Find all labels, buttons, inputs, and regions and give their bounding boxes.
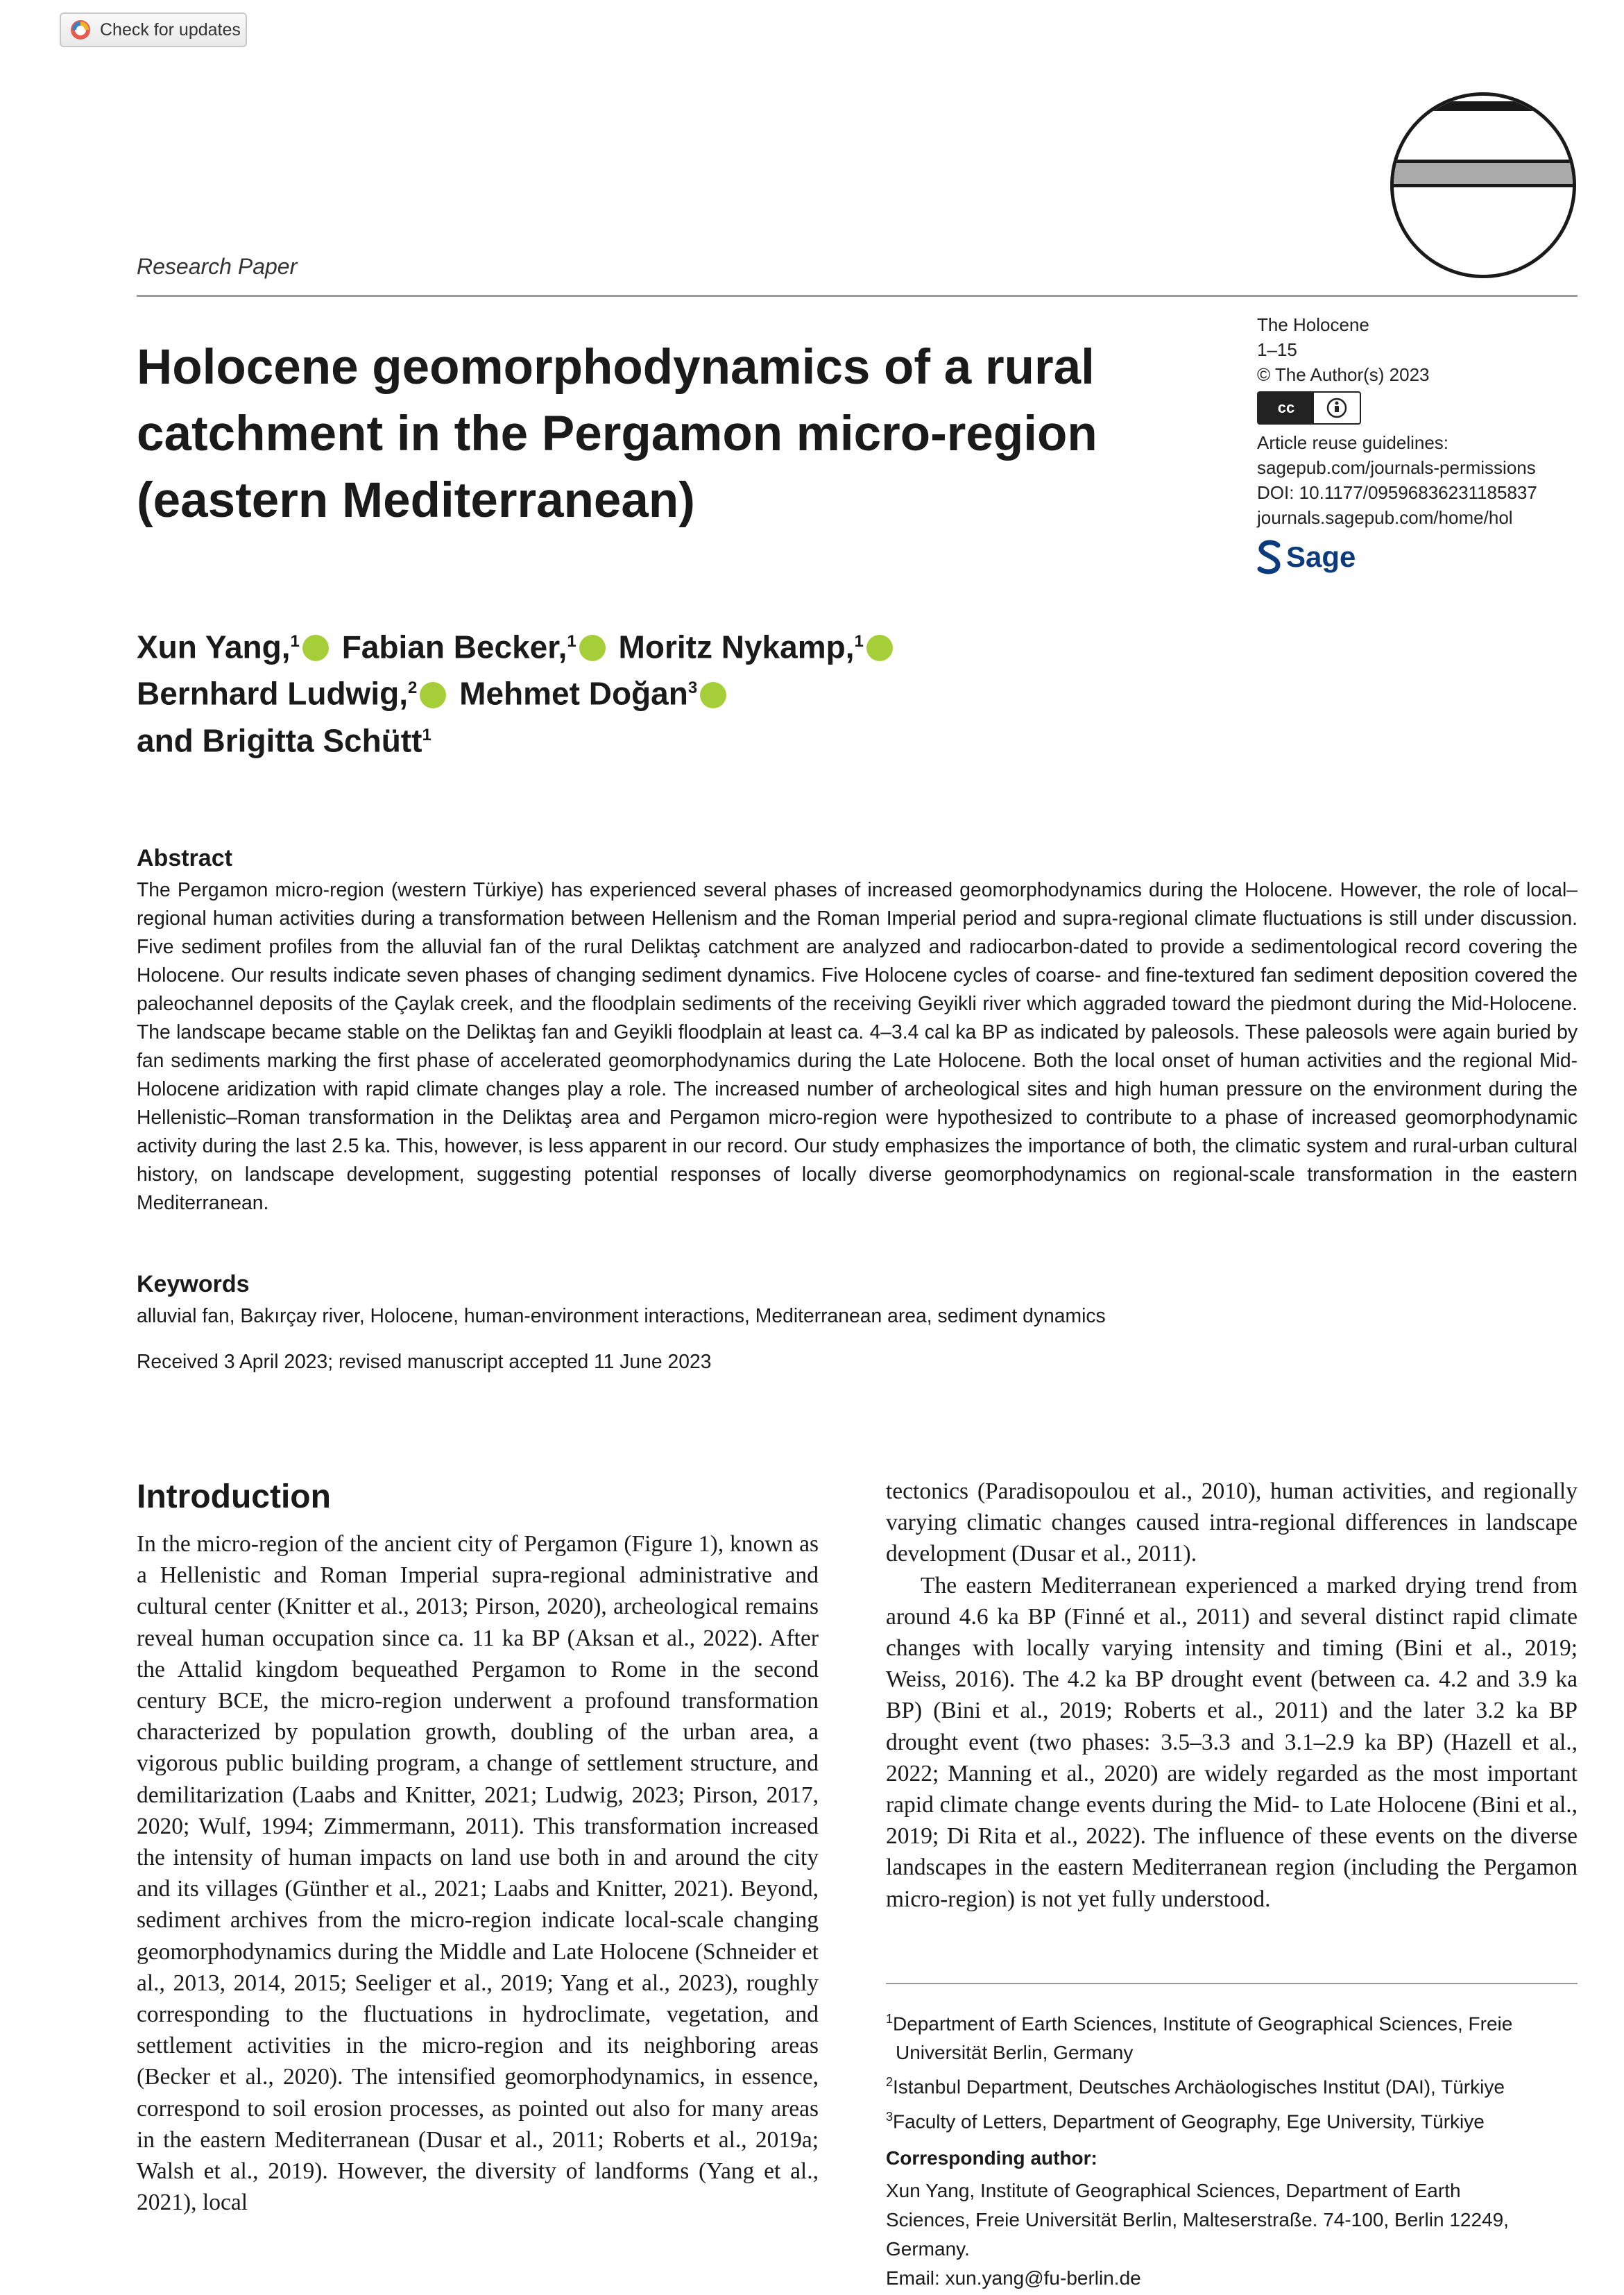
reuse-link[interactable]: sagepub.com/journals-permissions: [1257, 457, 1536, 478]
affiliation-3: $^3$Faculty of Letters, Department of Geography, Ege University, Türkiye: [886, 2109, 1485, 2132]
sage-s-icon: [1257, 540, 1282, 574]
keywords-heading: Keywords: [137, 1271, 250, 1297]
affiliation-1-cont: Universität Berlin, Germany: [896, 2042, 1134, 2064]
journal-meta: [1257, 312, 1576, 574]
keywords-text: alluvial fan, Bakırçay river, Holocene, human-environment interactions, Mediterranean area, sediment dynamics: [137, 1304, 1106, 1326]
corresponding-heading: Corresponding author:: [886, 2147, 1097, 2169]
affiliation-1: $^1$Department of Earth Sciences, Institute of Geographical Sciences, Freie: [886, 2012, 1513, 2035]
abstract-text: The Pergamon micro-region (western Türkiye) has experienced several phases of increased geomorphodynamics during the Holocene. However, the role of local–regional human activities during a transformation between Hellenism and the Roman Imperial period and supra-regional climate fluctuations is still under discussion. Five sediment profiles from the alluvial fan of the rural Deliktaş catchment are analyzed and radiocarbon-dated to provide a sedimentological record covering the Holocene. Our results indicate seven phases of changing sediment dynamics. Five Holocene cycles of coarse- and fine-textured fan sediment deposition covered the paleochannel deposits of the Çaylak creek, and the floodplain sediments of the receiving Geyikli river which aggraded toward the piedmont during the Mid-Holocene. The landscape became stable on the Deliktaş fan and Geyikli floodplain at least ca. 4–3.4 cal ka BP as indicated by paleosols. These paleosols were again buried by fan sediments marking the first phase of accelerated geomorphodynamics during the Late Holocene. Both the local onset of human activities and the regional Mid-Holocene aridization with rapid climate changes play a role. The increased number of archeological sites and high human pressure on the environment during the Hellenistic–Roman transformation in the Deliktaş area and Pergamon micro-region were hypothesized to contribute to a phase of increased geomorphodynamic activity during the last 2.5 ka. This, however, is less apparent in our record. Our study emphasizes the importance of both, the climatic system and rural-urban cultural history, on landscape development, suggesting potential responses of locally diverse geomorphodynamics on regional-scale transformation in the eastern Mediterranean.: [137, 878, 1578, 1213]
copyright: © The Author(s) 2023: [1257, 364, 1430, 385]
orcid-icon[interactable]: [700, 682, 726, 708]
received-dates: Received 3 April 2023; revised manuscript accepted 11 June 2023: [137, 1350, 712, 1372]
footnote-rule: [886, 1983, 1578, 1984]
author-name: and Brigitta Schütt: [137, 722, 422, 758]
body-column-right: [886, 1476, 1578, 1915]
cc-icon: cc: [1258, 393, 1314, 423]
article-type: Research Paper: [137, 254, 298, 279]
affiliation-2: $^2$Istanbul Department, Deutsches Archäologisches Institut (DAI), Türkiye: [886, 2075, 1505, 2098]
publisher-logo: [1257, 540, 1576, 574]
body-paragraph: tectonics (Paradisopoulou et al., 2010), human activities, and regionally varying climatic changes caused intra-regional differences in landscape development (Dusar et al., 2011).: [886, 1478, 1578, 1567]
author-name: Bernhard Ludwig,: [137, 675, 408, 712]
orcid-icon[interactable]: [579, 635, 606, 661]
check-for-updates-label: Check for updates: [100, 19, 241, 40]
introduction-heading: Introduction: [137, 1478, 331, 1515]
page-range: 1–15: [1257, 339, 1297, 360]
author-name: Mehmet Doğan: [459, 675, 688, 712]
by-icon: [1314, 393, 1360, 423]
author-list: Xun Yang,$^1$ Fabian Becker,$^1$ Moritz Nykamp,$^1$ Bernhard Ludwig,$^2$ Mehmet Doğan$^3$ and Brigitta Schütt$^1$: [137, 621, 1108, 761]
reuse-label: Article reuse guidelines:: [1257, 432, 1449, 453]
body-paragraph: The eastern Mediterranean experienced a marked drying trend from around 4.6 ka BP (Finné et al., 2011) and several distinct rapid climate changes with locally varying intensity and timing (Bini et al., 2019; Weiss, 2016). The 4.2 ka BP drought event (between ca. 4.2 and 3.9 ka BP) (Bini et al., 2019; Roberts et al., 2011) and the later 3.2 ka BP drought event (two phases: 3.5–3.3 and 3.1–2.9 ka BP) (Hazell et al., 2022; Manning et al., 2020) are widely regarded as the most important rapid climate change events during the Mid- to Late Holocene (Bini et al., 2019; Di Rita et al., 2022). The influence of these events on the diverse landscapes in the eastern Mediterranean region (including the Pergamon micro-region) is not yet fully understood.: [886, 1572, 1578, 1912]
journal-name: The Holocene: [1257, 314, 1369, 335]
corresponding-details: Xun Yang, Institute of Geographical Sciences, Department of Earth Sciences, Freie Universität Berlin, Malteserstraße. 74-100, Berlin 12249, Germany. Email: xun.yang@fu-berlin.de: [886, 2176, 1578, 2293]
author-name: Fabian Becker,: [341, 629, 567, 665]
article-title: Holocene geomorphodynamics of a rural catchment in the Pergamon micro-region (eastern Mediterranean): [137, 340, 1097, 528]
corresponding-email[interactable]: Email: xun.yang@fu-berlin.de: [886, 2267, 1141, 2289]
journal-link[interactable]: journals.sagepub.com/home/hol: [1257, 507, 1513, 528]
check-for-updates-button[interactable]: [60, 12, 247, 47]
author-name: Xun Yang,: [137, 629, 291, 665]
affiliations: [886, 2004, 1578, 2136]
update-icon: [69, 19, 92, 41]
publisher-name: Sage: [1286, 540, 1356, 573]
header-rule: [137, 295, 1578, 297]
orcid-icon[interactable]: [420, 682, 446, 708]
cc-by-license-badge[interactable]: [1257, 391, 1361, 425]
doi[interactable]: DOI: 10.1177/09596836231185837: [1257, 482, 1537, 503]
orcid-icon[interactable]: [866, 635, 893, 661]
orcid-icon[interactable]: [302, 635, 329, 661]
abstract-heading: Abstract: [137, 845, 232, 871]
author-name: Moritz Nykamp,: [618, 629, 855, 665]
journal-logo: [1390, 92, 1576, 278]
body-column-left: In the micro-region of the ancient city of Pergamon (Figure 1), known as a Hellenistic and Roman Imperial supra-regional administrative and cultural center (Knitter et al., 2013; Pirson, 2020), archeological remains reveal human occupation since ca. 11 ka BP (Aksan et al., 2022). After the Attalid kingdom bequeathed Pergamon to Rome in the second century BCE, the micro-region underwent a profound transformation characterized by population growth, doubling of the urban area, a vigorous public building program, a change of settlement structure, and demilitarization (Laabs and Knitter, 2021; Ludwig, 2023; Pirson, 2017, 2020; Wulf, 1994; Zimmermann, 2011). This transformation increased the intensity of human impacts on land use both in and around the city and its villages (Günther et al., 2021; Laabs and Knitter, 2021). Beyond, sediment archives from the micro-region indicate local-scale changing geomorphodynamics during the Middle and Late Holocene (Schneider et al., 2013, 2014, 2015; Seeliger et al., 2019; Yang et al., 2023), roughly corresponding to the fluctuations in hydroclimate, vegetation, and settlement activities in the micro-region and its neighboring areas (Becker et al., 2020). The intensified geomorphodynamics, in essence, correspond to soil erosion processes, as pointed out also for many areas in the eastern Mediterranean (Dusar et al., 2011; Roberts et al., 2019a; Walsh et al., 2019). However, the diversity of landforms (Yang et al., 2021), local: [137, 1531, 819, 2216]
